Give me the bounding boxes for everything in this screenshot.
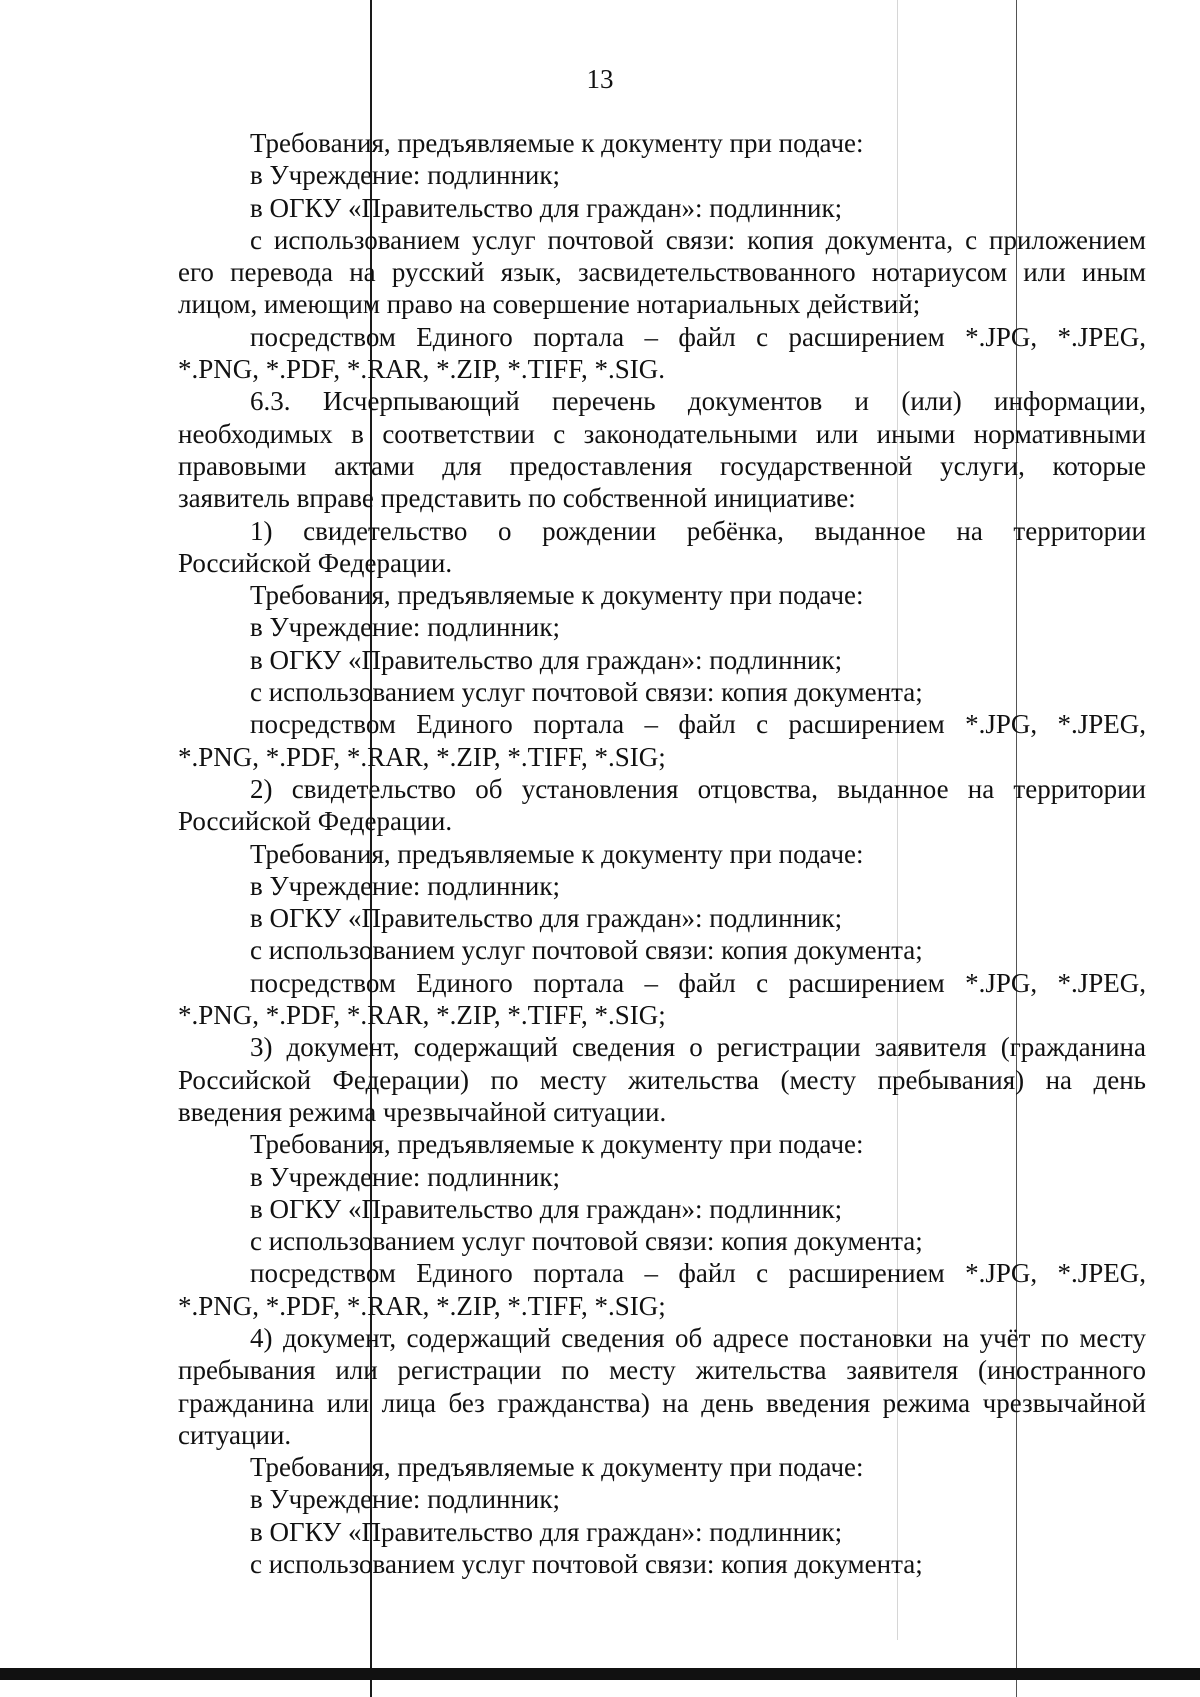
text-line: 2) свидетельство об установления отцовства, выданное на территории — [250, 773, 1146, 804]
text-line: правовыми актами для предоставления государственной услуги, которые — [178, 450, 1146, 481]
text-line: 4) документ, содержащий сведения об адресе постановки на учёт по месту — [250, 1322, 1146, 1353]
text-line: *.PNG, *.PDF, *.RAR, *.ZIP, *.TIFF, *.SIG. — [178, 354, 666, 385]
text-line: в Учреждение: подлинник; — [250, 160, 560, 191]
text-line: с использованием услуг почтовой связи: копия документа; — [250, 1226, 923, 1257]
text-line: Требования, предъявляемые к документу при подаче: — [250, 838, 864, 869]
text-line: в ОГКУ «Правительство для граждан»: подлинник; — [250, 192, 843, 223]
text-line: его перевода на русский язык, засвидетельствованного нотариусом или иным — [178, 257, 1146, 288]
text-line: в ОГКУ «Правительство для граждан»: подлинник; — [250, 903, 843, 934]
text-line: посредством Единого портала – файл с расширением *.JPG, *.JPEG, — [250, 321, 1146, 352]
text-line: Российской Федерации. — [178, 806, 453, 837]
text-line: посредством Единого портала – файл с расширением *.JPG, *.JPEG, — [250, 709, 1146, 740]
text-line: заявитель вправе представить по собственной инициативе: — [178, 483, 856, 514]
text-line: 1) свидетельство о рождении ребёнка, выданное на территории — [250, 515, 1146, 546]
text-line: *.PNG, *.PDF, *.RAR, *.ZIP, *.TIFF, *.SIG; — [178, 741, 666, 772]
text-line: в ОГКУ «Правительство для граждан»: подлинник; — [250, 1193, 843, 1224]
text-line: в Учреждение: подлинник; — [250, 1484, 560, 1515]
text-line: необходимых в соответствии с законодательными или иными нормативными — [178, 418, 1146, 449]
text-line: с использованием услуг почтовой связи: копия документа; — [250, 1549, 923, 1580]
text-line: ситуации. — [178, 1419, 292, 1450]
text-line: в Учреждение: подлинник; — [250, 1161, 560, 1192]
text-line: введения режима чрезвычайной ситуации. — [178, 1096, 667, 1127]
text-line: *.PNG, *.PDF, *.RAR, *.ZIP, *.TIFF, *.SIG; — [178, 1290, 666, 1321]
page-number: 13 — [586, 64, 614, 94]
text-line: посредством Единого портала – файл с расширением *.JPG, *.JPEG, — [250, 967, 1146, 998]
text-line: с использованием услуг почтовой связи: копия документа; — [250, 935, 923, 966]
text-line: в Учреждение: подлинник; — [250, 870, 560, 901]
text-line: гражданина или лица без гражданства) на день введения режима чрезвычайной — [178, 1387, 1146, 1418]
text-line: Российской Федерации) по месту жительства (месту пребывания) на день — [178, 1064, 1146, 1095]
text-line: пребывания или регистрации по месту жительства заявителя (иностранного — [178, 1355, 1146, 1386]
text-line: в Учреждение: подлинник; — [250, 612, 560, 643]
text-line: 6.3. Исчерпывающий перечень документов и (или) информации, — [250, 386, 1146, 417]
text-line: Требования, предъявляемые к документу при подаче: — [250, 580, 864, 611]
text-line: 3) документ, содержащий сведения о регистрации заявителя (гражданина — [250, 1032, 1146, 1063]
text-line: в ОГКУ «Правительство для граждан»: подлинник; — [250, 1516, 843, 1547]
text-line: с использованием услуг почтовой связи: копия документа; — [250, 677, 923, 708]
text-line: посредством Единого портала – файл с расширением *.JPG, *.JPEG, — [250, 1258, 1146, 1289]
text-line: в ОГКУ «Правительство для граждан»: подлинник; — [250, 644, 843, 675]
text-line: лицом, имеющим право на совершение нотариальных действий; — [178, 289, 921, 320]
text-line: Требования, предъявляемые к документу при подаче: — [250, 1452, 864, 1483]
scan-bottom-edge — [0, 1668, 1200, 1680]
text-line: с использованием услуг почтовой связи: копия документа, с приложением — [250, 224, 1146, 255]
document-body — [178, 127, 1146, 1580]
text-line: Требования, предъявляемые к документу при подаче: — [250, 1129, 864, 1160]
text-line: *.PNG, *.PDF, *.RAR, *.ZIP, *.TIFF, *.SIG; — [178, 1000, 666, 1031]
text-line: Требования, предъявляемые к документу при подаче: — [250, 128, 864, 158]
text-line: Российской Федерации. — [178, 547, 453, 578]
